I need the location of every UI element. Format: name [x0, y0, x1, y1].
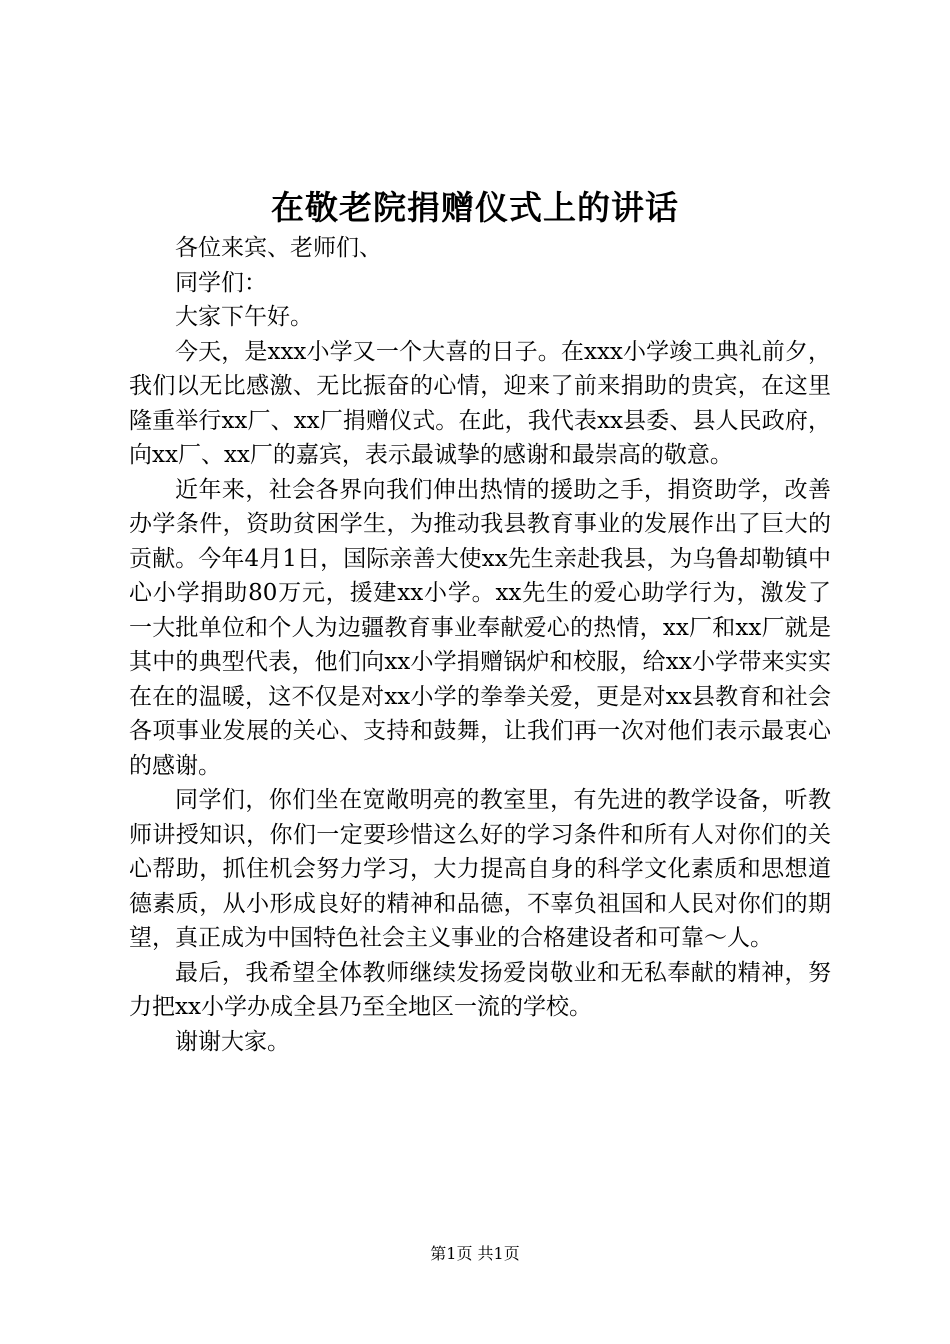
salutation-line-2: 同学们：: [175, 269, 267, 296]
body-paragraph: 近年来，社会各界向我们伸出热情的援助之手，捐资助学，改善办学条件，资助贫困学生，为推动我县教育事业的发展作出了巨大的贡献。今年4月1日，国际亲善大使xx先生亲赴我县，为乌鲁却勒镇中心小学捐助80万元，援建xx小学。xx先生的爱心助学行为，激发了一大批单位和个人为边疆教育事业奉献爱心的热情，xx厂和xx厂就是其中的典型代表，他们向xx小学捐赠锅炉和校服，给xx小学带来实实在在的温暖，这不仅是对xx小学的拳拳关爱，更是对xx县教育和社会各项事业发展的关心、支持和鼓舞，让我们再一次对他们表示最衷心的感谢。: [129, 476, 831, 779]
body-paragraph: 同学们，你们坐在宽敞明亮的教室里，有先进的教学设备，听教师讲授知识，你们一定要珍惜这么好的学习条件和所有人对你们的关心帮助，抓住机会努力学习，大力提高自身的科学文化素质和思想道德素质，从小形成良好的精神和品德，不辜负祖国和人民对你们的期望，真正成为中国特色社会主义事业的合格建设者和可靠～人。: [129, 787, 831, 951]
closing-line: 谢谢大家。: [175, 1028, 290, 1055]
body-paragraph: 今天，是xxx小学又一个大喜的日子。在xxx小学竣工典礼前夕，我们以无比感激、无比振奋的心情，迎来了前来捐助的贵宾，在这里隆重举行xx厂、xx厂捐赠仪式。在此，我代表xx县委、县人民政府，向xx厂、xx厂的嘉宾，表示最诚挚的感谢和最崇高的敬意。: [129, 338, 831, 468]
body-paragraph: 最后，我希望全体教师继续发扬爱岗敬业和无私奉献的精神，努力把xx小学办成全县乃至全地区一流的学校。: [129, 959, 831, 1020]
document-title: 在敬老院捐赠仪式上的讲话: [271, 188, 679, 227]
greeting-line: 大家下午好。: [175, 304, 313, 330]
page-number-footer: 第1页 共1页: [430, 1244, 520, 1263]
salutation-line-1: 各位来宾、老师们、: [175, 235, 382, 261]
document-body: [129, 231, 831, 1059]
